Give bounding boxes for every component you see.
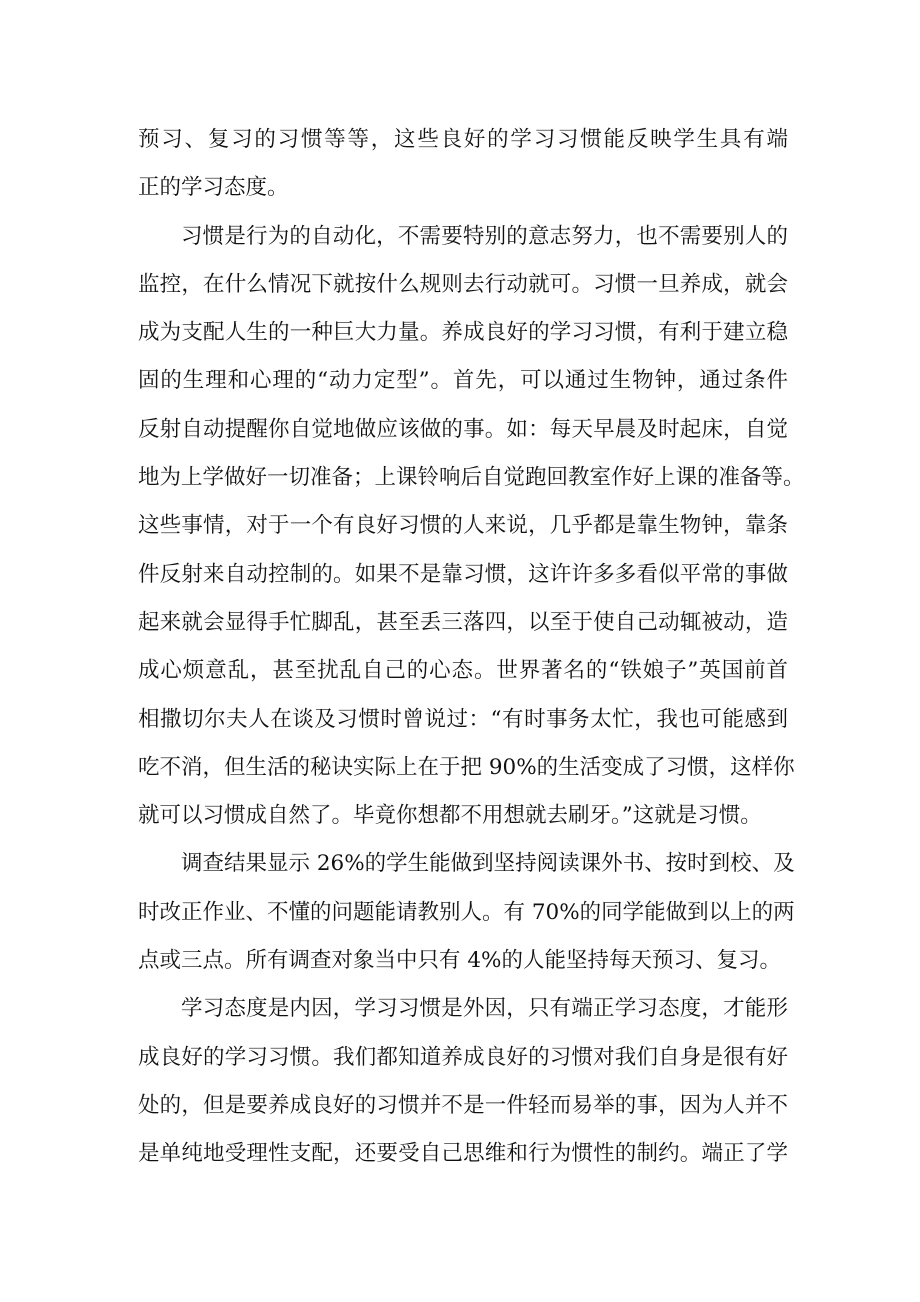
text-line: 相撒切尔夫人在谈及习惯时曾说过：“有时事务太忙，我也可能感到 xyxy=(138,706,788,732)
text-line: 时改正作业、不懂的问题能请教别人。有 70%的同学能做到以上的两 xyxy=(138,899,795,925)
text-line: 件反射来自动控制的。如果不是靠习惯，这许许多多看似平常的事做 xyxy=(138,561,788,587)
text-line: 学习态度是内因，学习习惯是外因，只有端正学习态度，才能形 xyxy=(181,996,788,1022)
text-line: 监控，在什么情况下就按什么规则去行动就可。习惯一旦养成，就会 xyxy=(138,271,788,297)
text-line: 正的学习态度。 xyxy=(138,175,289,201)
text-line: 成为支配人生的一种巨大力量。养成良好的学习习惯，有利于建立稳 xyxy=(138,320,788,346)
paragraph xyxy=(138,985,788,1178)
text-line: 地为上学做好一切准备；上课铃响后自觉跑回教室作好上课的准备等。 xyxy=(138,465,805,491)
text-line: 是单纯地受理性支配，还要受自己思维和行为惯性的制约。端正了学 xyxy=(138,1141,788,1167)
text-line: 点或三点。所有调查对象当中只有 4%的人能坚持每天预习、复习。 xyxy=(138,948,781,974)
paragraph xyxy=(138,116,788,213)
text-line: 起来就会显得手忙脚乱，甚至丢三落四，以至于使自己动辄被动，造 xyxy=(138,609,788,635)
text-line: 就可以习惯成自然了。毕竟你想都不用想就去刷牙。”这就是习惯。 xyxy=(138,803,762,829)
text-line: 这些事情，对于一个有良好习惯的人来说，几乎都是靠生物钟，靠条 xyxy=(138,513,788,539)
paragraph xyxy=(138,213,805,841)
text-line: 固的生理和心理的“动力定型”。首先，可以通过生物钟，通过条件 xyxy=(138,368,788,394)
text-line: 预习、复习的习惯等等，这些良好的学习习惯能反映学生具有端 xyxy=(138,127,788,152)
text-line: 反射自动提醒你自觉地做应该做的事。如：每天早晨及时起床，自觉 xyxy=(138,416,788,442)
body-text xyxy=(138,116,805,1179)
text-line: 成良好的学习习惯。我们都知道养成良好的习惯对我们自身是很有好 xyxy=(138,1044,788,1070)
text-line: 吃不消，但生活的秘诀实际上在于把 90%的生活变成了习惯，这样你 xyxy=(138,754,795,780)
text-line: 成心烦意乱，甚至扰乱自己的心态。世界著名的“铁娘子”英国前首 xyxy=(138,658,788,684)
paragraph xyxy=(138,840,795,985)
text-line: 调查结果显示 26%的学生能做到坚持阅读课外书、按时到校、及 xyxy=(181,851,795,877)
text-line: 习惯是行为的自动化，不需要特别的意志努力，也不需要别人的 xyxy=(181,223,788,249)
text-line: 处的，但是要养成良好的习惯并不是一件轻而易举的事，因为人并不 xyxy=(138,1092,788,1118)
